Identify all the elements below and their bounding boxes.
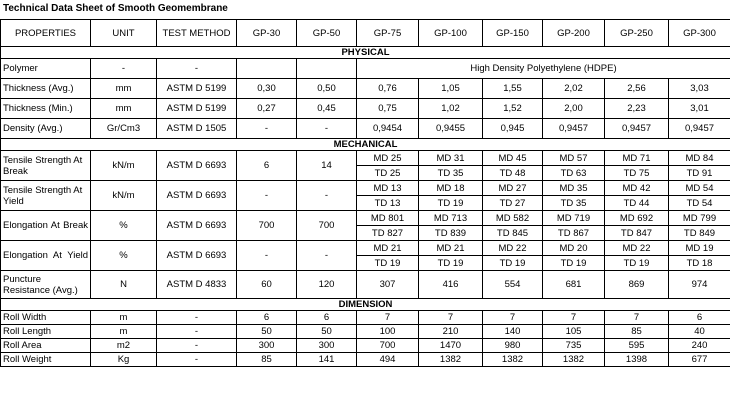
value-cell: 141 xyxy=(297,353,357,367)
md-value: MD 45 xyxy=(483,151,543,166)
value-cell: 0,30 xyxy=(237,79,297,99)
md-value: MD 18 xyxy=(419,181,483,196)
method-cell: ASTM D 6693 xyxy=(157,211,237,241)
unit-cell: - xyxy=(91,59,157,79)
property-name: Thickness (Avg.) xyxy=(1,79,91,99)
value-cell: 40 xyxy=(669,325,730,339)
md-value: MD 35 xyxy=(543,181,605,196)
section-row-dimension xyxy=(1,299,730,311)
table-row xyxy=(1,119,730,139)
md-value: MD 22 xyxy=(483,241,543,256)
value-cell: 2,00 xyxy=(543,99,605,119)
value-cell: 2,23 xyxy=(605,99,669,119)
unit-cell: Kg xyxy=(91,353,157,367)
value-cell: 1,55 xyxy=(483,79,543,99)
value-cell: 307 xyxy=(357,271,419,299)
empty-cell xyxy=(237,59,297,79)
value-cell: 120 xyxy=(297,271,357,299)
md-value: MD 713 xyxy=(419,211,483,226)
method-cell: - xyxy=(157,59,237,79)
td-value: TD 19 xyxy=(543,256,605,271)
unit-cell: mm xyxy=(91,99,157,119)
method-cell: - xyxy=(157,325,237,339)
value-cell: - xyxy=(237,119,297,139)
value-cell: 6 xyxy=(237,151,297,181)
property-name: Roll Length xyxy=(1,325,91,339)
td-value: TD 35 xyxy=(419,166,483,181)
value-cell: 1382 xyxy=(419,353,483,367)
unit-cell: m xyxy=(91,325,157,339)
value-cell: 0,945 xyxy=(483,119,543,139)
td-value: TD 19 xyxy=(419,196,483,211)
md-value: MD 13 xyxy=(357,181,419,196)
md-value: MD 799 xyxy=(669,211,730,226)
header-row xyxy=(1,20,730,47)
value-cell: 974 xyxy=(669,271,730,299)
unit-cell: m xyxy=(91,311,157,325)
value-cell: 6 xyxy=(669,311,730,325)
value-cell: 100 xyxy=(357,325,419,339)
value-cell: 85 xyxy=(605,325,669,339)
td-value: TD 19 xyxy=(605,256,669,271)
property-name: Tensile Strength At Yield xyxy=(1,181,91,211)
td-value: TD 827 xyxy=(357,226,419,241)
md-value: MD 801 xyxy=(357,211,419,226)
section-heading-physical: PHYSICAL xyxy=(1,47,730,59)
header-cell: GP-150 xyxy=(483,20,543,47)
value-cell: 700 xyxy=(357,339,419,353)
table-row xyxy=(1,353,730,367)
td-value: TD 35 xyxy=(543,196,605,211)
value-cell: 0,9457 xyxy=(669,119,730,139)
value-cell: 1382 xyxy=(543,353,605,367)
unit-cell: % xyxy=(91,241,157,271)
section-row-physical xyxy=(1,47,730,59)
unit-cell: m2 xyxy=(91,339,157,353)
md-value: MD 71 xyxy=(605,151,669,166)
header-cell: GP-300 xyxy=(669,20,730,47)
property-name: Puncture Resistance (Avg.) xyxy=(1,271,91,299)
unit-cell: mm xyxy=(91,79,157,99)
table-row xyxy=(1,339,730,353)
value-cell: 0,76 xyxy=(357,79,419,99)
value-cell: 0,9457 xyxy=(543,119,605,139)
value-cell: 700 xyxy=(237,211,297,241)
value-cell: 85 xyxy=(237,353,297,367)
md-value: MD 20 xyxy=(543,241,605,256)
value-cell: 14 xyxy=(297,151,357,181)
value-cell: 50 xyxy=(237,325,297,339)
section-heading-mechanical: MECHANICAL xyxy=(1,139,730,151)
value-cell: - xyxy=(237,181,297,211)
header-cell: GP-250 xyxy=(605,20,669,47)
td-value: TD 48 xyxy=(483,166,543,181)
md-value: MD 719 xyxy=(543,211,605,226)
value-cell: 60 xyxy=(237,271,297,299)
value-cell: 416 xyxy=(419,271,483,299)
header-cell: PROPERTIES xyxy=(1,20,91,47)
method-cell: - xyxy=(157,339,237,353)
md-value: MD 57 xyxy=(543,151,605,166)
section-heading-dimension: DIMENSION xyxy=(1,299,730,311)
value-cell: 677 xyxy=(669,353,730,367)
table-row xyxy=(1,271,730,299)
property-name: Roll Area xyxy=(1,339,91,353)
unit-cell: kN/m xyxy=(91,151,157,181)
value-cell: 1,52 xyxy=(483,99,543,119)
method-cell: - xyxy=(157,311,237,325)
value-cell: 2,56 xyxy=(605,79,669,99)
empty-cell xyxy=(297,59,357,79)
value-cell: 0,50 xyxy=(297,79,357,99)
property-name: Thickness (Min.) xyxy=(1,99,91,119)
unit-cell: N xyxy=(91,271,157,299)
value-cell: 7 xyxy=(605,311,669,325)
value-cell: - xyxy=(237,241,297,271)
value-cell: 1382 xyxy=(483,353,543,367)
value-cell: - xyxy=(297,119,357,139)
value-cell: 595 xyxy=(605,339,669,353)
property-name: Elongation At Break xyxy=(1,211,91,241)
method-cell: ASTM D 1505 xyxy=(157,119,237,139)
md-value: MD 27 xyxy=(483,181,543,196)
td-value: TD 845 xyxy=(483,226,543,241)
method-cell: ASTM D 6693 xyxy=(157,181,237,211)
md-value: MD 19 xyxy=(669,241,730,256)
md-value: MD 42 xyxy=(605,181,669,196)
value-cell: 2,02 xyxy=(543,79,605,99)
md-value: MD 31 xyxy=(419,151,483,166)
unit-cell: Gr/Cm3 xyxy=(91,119,157,139)
value-cell: 0,9457 xyxy=(605,119,669,139)
unit-cell: kN/m xyxy=(91,181,157,211)
value-cell: 3,01 xyxy=(669,99,730,119)
value-cell: 300 xyxy=(297,339,357,353)
td-value: TD 18 xyxy=(669,256,730,271)
property-name: Elongation At Yield xyxy=(1,241,91,271)
table-row xyxy=(1,181,730,196)
td-value: TD 849 xyxy=(669,226,730,241)
value-cell: 1470 xyxy=(419,339,483,353)
polymer-value: High Density Polyethylene (HDPE) xyxy=(357,59,730,79)
table-row xyxy=(1,211,730,226)
unit-cell: % xyxy=(91,211,157,241)
method-cell: - xyxy=(157,353,237,367)
value-cell: 494 xyxy=(357,353,419,367)
td-value: TD 75 xyxy=(605,166,669,181)
value-cell: 7 xyxy=(543,311,605,325)
property-name: Polymer xyxy=(1,59,91,79)
sheet-title: Technical Data Sheet of Smooth Geomembrane xyxy=(3,3,228,14)
header-cell: TEST METHOD xyxy=(157,20,237,47)
td-value: TD 91 xyxy=(669,166,730,181)
value-cell: 554 xyxy=(483,271,543,299)
md-value: MD 25 xyxy=(357,151,419,166)
md-value: MD 22 xyxy=(605,241,669,256)
value-cell: 700 xyxy=(297,211,357,241)
value-cell: 140 xyxy=(483,325,543,339)
value-cell: 6 xyxy=(237,311,297,325)
value-cell: 210 xyxy=(419,325,483,339)
value-cell: 681 xyxy=(543,271,605,299)
header-cell: GP-200 xyxy=(543,20,605,47)
table-row xyxy=(1,325,730,339)
md-value: MD 21 xyxy=(357,241,419,256)
td-value: TD 54 xyxy=(669,196,730,211)
md-value: MD 54 xyxy=(669,181,730,196)
td-value: TD 27 xyxy=(483,196,543,211)
value-cell: 6 xyxy=(297,311,357,325)
value-cell: 0,9455 xyxy=(419,119,483,139)
table-row xyxy=(1,79,730,99)
property-name: Roll Width xyxy=(1,311,91,325)
value-cell: 1,05 xyxy=(419,79,483,99)
property-name: Tensile Strength At Break xyxy=(1,151,91,181)
td-value: TD 25 xyxy=(357,166,419,181)
method-cell: ASTM D 6693 xyxy=(157,151,237,181)
header-cell: GP-50 xyxy=(297,20,357,47)
header-cell: GP-75 xyxy=(357,20,419,47)
value-cell: 0,9454 xyxy=(357,119,419,139)
value-cell: 7 xyxy=(357,311,419,325)
table-row xyxy=(1,59,730,79)
td-value: TD 839 xyxy=(419,226,483,241)
value-cell: 240 xyxy=(669,339,730,353)
method-cell: ASTM D 5199 xyxy=(157,79,237,99)
method-cell: ASTM D 5199 xyxy=(157,99,237,119)
md-value: MD 582 xyxy=(483,211,543,226)
td-value: TD 19 xyxy=(419,256,483,271)
method-cell: ASTM D 4833 xyxy=(157,271,237,299)
value-cell: 1,02 xyxy=(419,99,483,119)
td-value: TD 847 xyxy=(605,226,669,241)
table-row xyxy=(1,151,730,166)
value-cell: 3,03 xyxy=(669,79,730,99)
md-value: MD 692 xyxy=(605,211,669,226)
property-name: Roll Weight xyxy=(1,353,91,367)
table-row xyxy=(1,99,730,119)
value-cell: 50 xyxy=(297,325,357,339)
value-cell: 1398 xyxy=(605,353,669,367)
table-row xyxy=(1,241,730,256)
value-cell: 869 xyxy=(605,271,669,299)
td-value: TD 867 xyxy=(543,226,605,241)
value-cell: 300 xyxy=(237,339,297,353)
td-value: TD 19 xyxy=(483,256,543,271)
value-cell: 0,45 xyxy=(297,99,357,119)
td-value: TD 13 xyxy=(357,196,419,211)
header-cell: GP-100 xyxy=(419,20,483,47)
method-cell: ASTM D 6693 xyxy=(157,241,237,271)
value-cell: 0,75 xyxy=(357,99,419,119)
spec-table xyxy=(0,19,730,367)
value-cell: 0,27 xyxy=(237,99,297,119)
md-value: MD 84 xyxy=(669,151,730,166)
value-cell: - xyxy=(297,181,357,211)
value-cell: 7 xyxy=(419,311,483,325)
property-name: Density (Avg.) xyxy=(1,119,91,139)
value-cell: - xyxy=(297,241,357,271)
md-value: MD 21 xyxy=(419,241,483,256)
td-value: TD 63 xyxy=(543,166,605,181)
td-value: TD 44 xyxy=(605,196,669,211)
table-row xyxy=(1,311,730,325)
value-cell: 735 xyxy=(543,339,605,353)
header-cell: UNIT xyxy=(91,20,157,47)
value-cell: 105 xyxy=(543,325,605,339)
header-cell: GP-30 xyxy=(237,20,297,47)
section-row-mechanical xyxy=(1,139,730,151)
value-cell: 7 xyxy=(483,311,543,325)
td-value: TD 19 xyxy=(357,256,419,271)
value-cell: 980 xyxy=(483,339,543,353)
